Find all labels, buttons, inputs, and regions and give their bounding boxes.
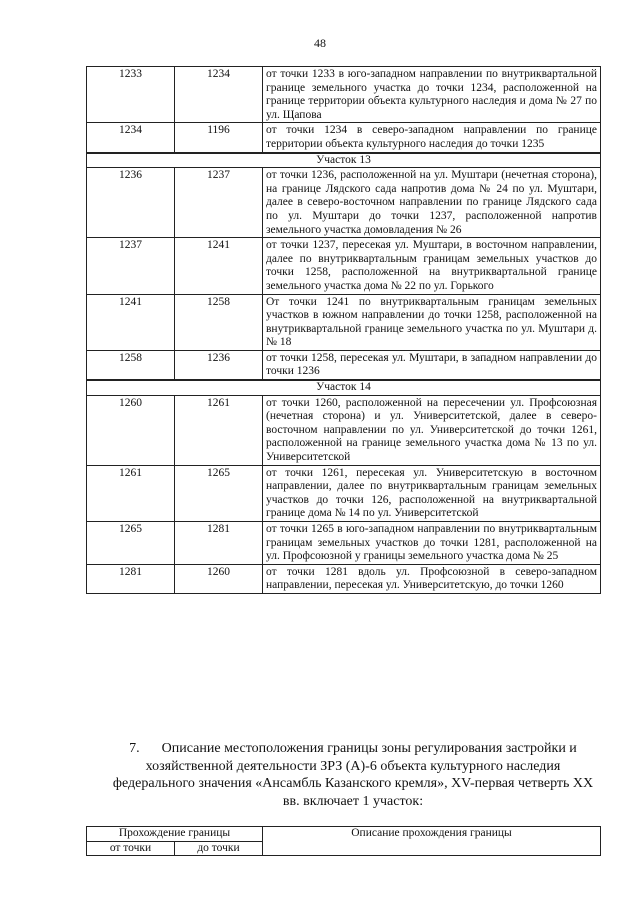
to-point-cell: 1260 — [175, 564, 263, 593]
to-point-cell: 1237 — [175, 168, 263, 238]
description-cell: от точки 1281 вдоль ул. Профсоюзной в северо-западном направлении, пересекая ул. Университетскую, до точки 1260 — [263, 564, 601, 593]
from-point-header: от точки — [87, 841, 175, 856]
to-point-cell: 1265 — [175, 465, 263, 521]
table-row — [87, 67, 601, 123]
table-row — [87, 564, 601, 593]
from-point-cell: 1233 — [87, 67, 175, 123]
table-row — [87, 238, 601, 294]
header-row-top — [87, 827, 601, 842]
table-row — [87, 350, 601, 380]
passage-header: Прохождение границы — [87, 827, 263, 842]
from-point-cell: 1258 — [87, 350, 175, 380]
table-row — [87, 522, 601, 565]
description-cell: от точки 1236, расположенной на ул. Муштари (нечетная сторона), на границе Лядского сада напротив дома № 24 по ул. Муштари, далее в северо-восточном направлении по границе Лядского сада по ул. Муштари до точки 1237, расположенной напротив земельного участка домовладения № 26 — [263, 168, 601, 238]
from-point-cell: 1237 — [87, 238, 175, 294]
from-point-cell: 1261 — [87, 465, 175, 521]
boundary-table — [86, 66, 601, 594]
to-point-cell: 1258 — [175, 294, 263, 350]
table-row — [87, 294, 601, 350]
passage-header-table — [86, 826, 601, 856]
page-number: 48 — [314, 36, 326, 50]
table-row — [87, 465, 601, 521]
from-point-cell: 1265 — [87, 522, 175, 565]
description-cell: от точки 1258, пересекая ул. Муштари, в западном направлении до точки 1236 — [263, 350, 601, 380]
to-point-cell: 1241 — [175, 238, 263, 294]
section-number: 7. — [129, 741, 140, 756]
description-cell: от точки 1233 в юго-западном направлении по внутриквартальной границе земельного участка до точки 1234, расположенной на границе территории объекта культурного наследия и дома № 27 по ул. Щапова — [263, 67, 601, 123]
table-row — [87, 168, 601, 238]
description-cell: от точки 1260, расположенной на пересечении ул. Профсоюзная (нечетная сторона) и ул. Университетской, далее в северо-восточном направлении по ул. Университетской до точки 1261, расположенной на границе земельного участка дома № 13 по ул. Университетской — [263, 395, 601, 465]
description-header: Описание прохождения границы — [263, 827, 601, 856]
section-row — [87, 380, 601, 395]
section-7-text: Описание местоположения границы зоны регулирования застройки и хозяйственной деятельности ЗРЗ (А)-6 объекта культурного наследия федерального значения «Ансамбль Казанского кремля», XV-первая четверть XX вв. включает 1 участок: — [112, 741, 594, 809]
description-cell: от точки 1265 в юго-западном направлении по внутриквартальным границам земельных участков до точки 1281, расположенной на ул. Профсоюзной у границы земельного участка дома № 25 — [263, 522, 601, 565]
boundary-table-body — [87, 67, 601, 594]
from-point-cell: 1281 — [87, 564, 175, 593]
to-point-header: до точки — [175, 841, 263, 856]
to-point-cell: 1261 — [175, 395, 263, 465]
to-point-cell: 1236 — [175, 350, 263, 380]
from-point-cell: 1241 — [87, 294, 175, 350]
description-cell: От точки 1241 по внутриквартальным границам земельных участков в южном направлении до точки 1258, расположенной на внутриквартальной границе земельного участка по ул. Муштари д. № 18 — [263, 294, 601, 350]
to-point-cell: 1196 — [175, 123, 263, 153]
from-point-cell: 1234 — [87, 123, 175, 153]
section-7-paragraph — [108, 740, 598, 810]
description-cell: от точки 1237, пересекая ул. Муштари, в восточном направлении, далее по внутриквартальным границам земельных участков до точки 1258, расположенной на внутриквартальной границе земельного участка дома № 22 по ул. Горького — [263, 238, 601, 294]
to-point-cell: 1281 — [175, 522, 263, 565]
from-point-cell: 1236 — [87, 168, 175, 238]
from-point-cell: 1260 — [87, 395, 175, 465]
table-row — [87, 395, 601, 465]
description-cell: от точки 1261, пересекая ул. Университетскую в восточном направлении, далее по внутриквартальным границам земельных участков до точки 126, расположенной на внутриквартальной границе дома № 14 по ул. Университетской — [263, 465, 601, 521]
to-point-cell: 1234 — [175, 67, 263, 123]
section-label: Участок 14 — [87, 380, 601, 395]
section-label: Участок 13 — [87, 153, 601, 168]
description-cell: от точки 1234 в северо-западном направлении по границе территории объекта культурного наследия до точки 1235 — [263, 123, 601, 153]
section-row — [87, 153, 601, 168]
table-row — [87, 123, 601, 153]
